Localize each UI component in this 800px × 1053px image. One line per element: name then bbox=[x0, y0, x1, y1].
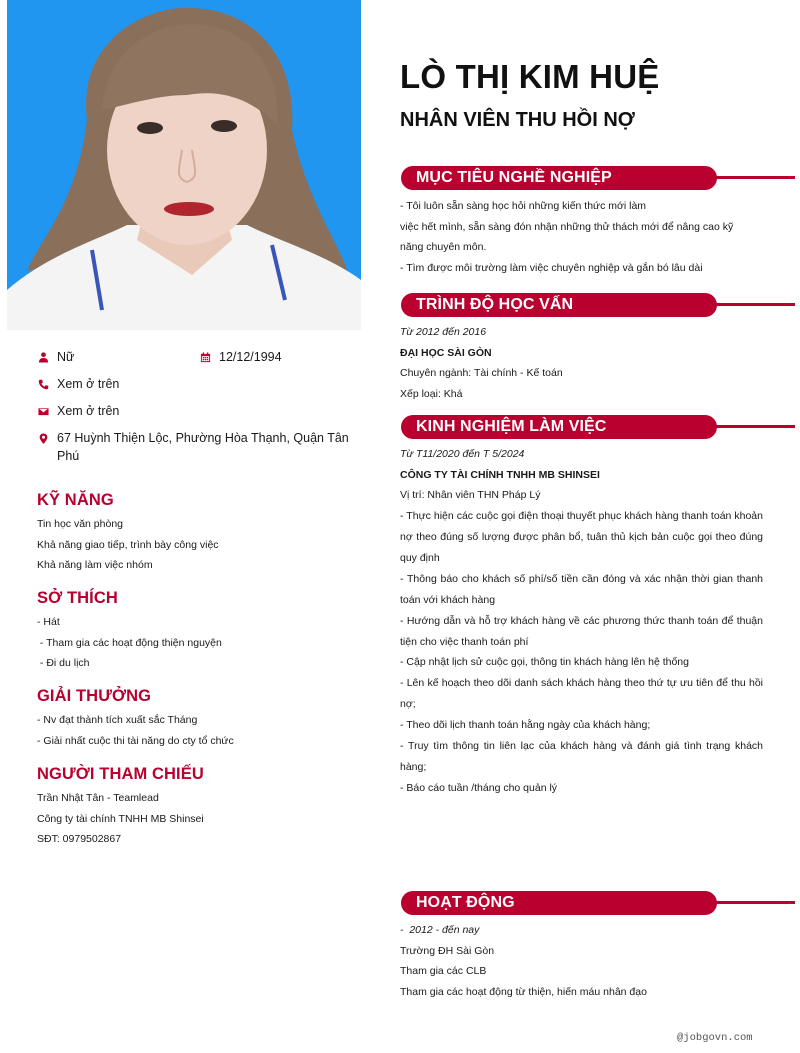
address-value: 67 Huỳnh Thiện Lộc, Phường Hòa Thạnh, Quận Tân Phú bbox=[57, 431, 349, 463]
objective-line: - Tôi luôn sẵn sàng học hỏi những kiến thức mới làm bbox=[400, 200, 647, 212]
objective-section bbox=[400, 166, 795, 279]
education-section bbox=[400, 293, 795, 405]
education-major: Chuyên ngành: Tài chính - Kế toán bbox=[400, 367, 563, 380]
address-row bbox=[37, 429, 357, 465]
portrait-illustration bbox=[7, 0, 361, 330]
duty-item: - Thông báo cho khách số phí/số tiền cần đóng và xác nhận thời gian thanh toán với khách hàng bbox=[400, 572, 763, 606]
education-heading: TRÌNH ĐỘ HỌC VẤN bbox=[416, 296, 574, 313]
reference-item: Công ty tài chính TNHH MB Shinsei bbox=[37, 812, 204, 825]
gender-value: Nữ bbox=[57, 350, 75, 364]
awards-heading: GIẢI THƯỞNG bbox=[37, 687, 152, 705]
activities-heading: HOẠT ĐỘNG bbox=[416, 894, 515, 911]
gender-row bbox=[37, 348, 199, 366]
phone-value: Xem ở trên bbox=[57, 377, 120, 391]
education-period: Từ 2012 đến 2016 bbox=[400, 326, 487, 338]
activities-period: - 2012 - đến nay bbox=[400, 924, 480, 936]
hobbies-heading: SỞ THÍCH bbox=[37, 589, 118, 607]
contact-info bbox=[37, 348, 357, 474]
references-heading: NGƯỜI THAM CHIẾU bbox=[37, 765, 204, 783]
profile-photo bbox=[7, 0, 361, 330]
birthday-row bbox=[199, 348, 282, 366]
header-rule bbox=[710, 425, 795, 428]
skills-heading: KỸ NĂNG bbox=[37, 491, 114, 509]
right-column bbox=[400, 0, 800, 1053]
hobbies-section bbox=[37, 589, 357, 674]
duty-item: - Lên kế hoạch theo dõi danh sách khách hàng theo thứ tự ưu tiên để thu hồi nợ; bbox=[400, 677, 763, 711]
activity-item: Tham gia các CLB bbox=[400, 965, 487, 978]
reference-item: SĐT: 0979502867 bbox=[37, 833, 122, 846]
section-header bbox=[400, 293, 795, 317]
job-title: NHÂN VIÊN THU HỒI NỢ bbox=[400, 109, 635, 131]
hobby-item: - Đi du lịch bbox=[37, 657, 90, 670]
email-value: Xem ở trên bbox=[57, 404, 120, 418]
award-item: - Giải nhất cuộc thi tài năng do cty tổ chức bbox=[37, 734, 234, 747]
experience-section bbox=[400, 415, 795, 799]
section-header bbox=[400, 891, 795, 915]
experience-position: Vị trí: Nhân viên THN Pháp Lý bbox=[400, 489, 541, 502]
left-column bbox=[0, 0, 370, 1053]
activities-organization: Trường ĐH Sài Gòn bbox=[400, 944, 495, 957]
calendar-icon bbox=[199, 348, 211, 366]
activities-section bbox=[400, 891, 795, 1003]
skill-item: Khả năng giao tiếp, trình bày công việc bbox=[37, 538, 219, 551]
duty-item: - Theo dõi lịch thanh toán hằng ngày của khách hàng; bbox=[400, 719, 651, 732]
objective-line: việc hết mình, sẵn sàng đón nhận những thử thách mới để nâng cao kỹ năng chuyên môn. bbox=[400, 220, 734, 254]
duty-item: - Hướng dẫn và hỗ trợ khách hàng về các phương thức thanh toán để thuận tiện cho việc thanh toán phí bbox=[400, 614, 763, 648]
duty-item: - Báo cáo tuần /tháng cho quản lý bbox=[400, 781, 558, 794]
phone-icon bbox=[37, 375, 49, 393]
user-icon bbox=[37, 348, 49, 366]
skills-section bbox=[37, 491, 357, 576]
duty-item: - Cập nhật lịch sử cuộc gọi, thông tin khách hàng lên hệ thống bbox=[400, 656, 689, 669]
phone-row bbox=[37, 375, 357, 393]
section-header bbox=[400, 415, 795, 439]
objective-line: - Tìm được môi trường làm việc chuyên nghiệp và gắn bó lâu dài bbox=[400, 262, 703, 275]
header-rule bbox=[710, 176, 795, 179]
map-pin-icon bbox=[37, 429, 49, 447]
experience-company: CÔNG TY TÀI CHÍNH TNHH MB SHINSEI bbox=[400, 468, 600, 481]
section-header bbox=[400, 166, 795, 190]
birthday-value: 12/12/1994 bbox=[219, 350, 282, 364]
objective-heading: MỤC TIÊU NGHỀ NGHIỆP bbox=[416, 169, 612, 186]
activity-item: Tham gia các hoạt động từ thiện, hiến máu nhân đạo bbox=[400, 986, 647, 999]
email-row bbox=[37, 402, 357, 420]
education-grade: Xếp loại: Khá bbox=[400, 388, 463, 401]
duty-item: - Truy tìm thông tin liên lạc của khách hàng và đánh giá tình trạng khách hàng; bbox=[400, 740, 763, 773]
header-rule bbox=[710, 901, 795, 904]
award-item: - Nv đạt thành tích xuất sắc Tháng bbox=[37, 714, 198, 726]
envelope-icon bbox=[37, 402, 49, 420]
hobby-item: - Tham gia các hoạt động thiện nguyện bbox=[37, 636, 222, 649]
skill-item: Khả năng làm việc nhóm bbox=[37, 559, 153, 572]
awards-section bbox=[37, 687, 357, 751]
skill-item: Tin học văn phòng bbox=[37, 518, 124, 530]
reference-item: Trần Nhật Tân - Teamlead bbox=[37, 792, 159, 804]
candidate-name: LÒ THỊ KIM HUỆ bbox=[400, 58, 660, 95]
hobby-item: - Hát bbox=[37, 616, 60, 628]
references-section bbox=[37, 765, 357, 850]
header-rule bbox=[710, 303, 795, 306]
watermark: @jobgovn.com bbox=[677, 1032, 753, 1044]
duty-item: - Thực hiện các cuộc gọi điện thoại thuyết phục khách hàng thanh toán khoản nợ theo đúng số lượng được phân bổ, tuân thủ kịch bản cuộc gọi theo đúng quy định bbox=[400, 510, 763, 564]
experience-heading: KINH NGHIỆM LÀM VIỆC bbox=[416, 418, 607, 435]
experience-period: Từ T11/2020 đến T 5/2024 bbox=[400, 448, 525, 460]
education-school: ĐẠI HỌC SÀI GÒN bbox=[400, 346, 492, 359]
